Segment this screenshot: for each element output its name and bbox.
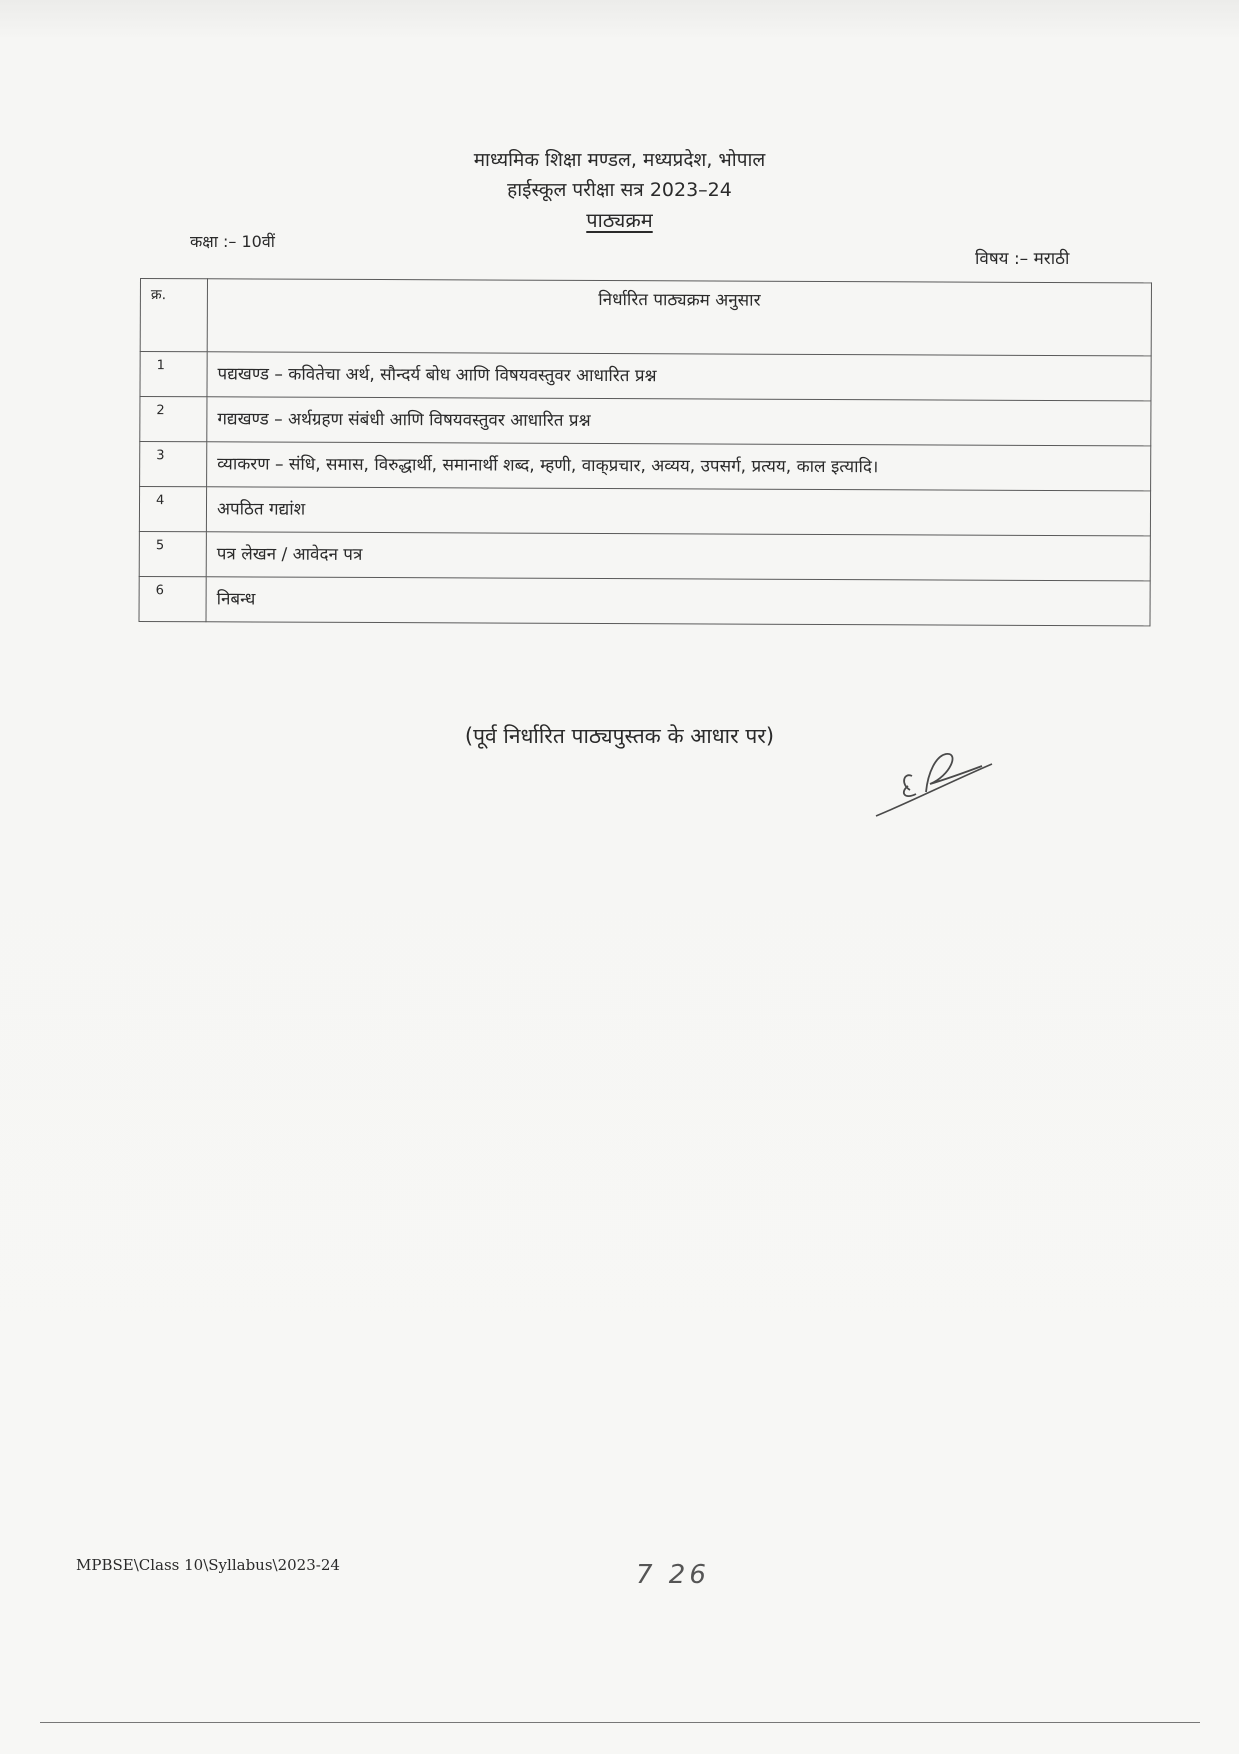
row-serial: 2	[140, 397, 207, 442]
column-header-serial: क्र.	[140, 279, 207, 352]
row-serial: 3	[140, 442, 207, 487]
syllabus-table	[138, 278, 1151, 626]
table-header-row	[140, 279, 1151, 356]
table-row	[139, 487, 1150, 536]
row-content: पत्र लेखन / आवेदन पत्र	[206, 532, 1150, 581]
row-serial: 5	[139, 531, 206, 576]
bottom-rule	[40, 1722, 1200, 1723]
table-row	[140, 442, 1151, 491]
table-row	[140, 397, 1151, 446]
table-row	[139, 576, 1150, 625]
class-label: कक्षा :– 10वीं	[190, 232, 275, 251]
document-title	[0, 206, 1239, 233]
row-content: पद्यखण्ड – कवितेचा अर्थ, सौन्दर्य बोध आणि विषयवस्तुवर आधारित प्रश्न	[207, 352, 1151, 401]
row-serial: 1	[140, 352, 207, 397]
table-row	[140, 352, 1151, 401]
document-title-text: पाठ्यक्रम	[586, 208, 653, 232]
signature-icon	[870, 742, 1000, 822]
exam-session: हाईस्कूल परीक्षा सत्र 2023–24	[507, 179, 732, 201]
column-header-content: निर्धारित पाठ्यक्रम अनुसार	[207, 279, 1151, 356]
page-number: 7 26	[636, 1560, 710, 1590]
row-serial: 6	[139, 576, 206, 621]
board-name: माध्यमिक शिक्षा मण्डल, मध्यप्रदेश, भोपाल	[473, 149, 766, 171]
textbook-note: (पूर्व निर्धारित पाठ्यपुस्तक के आधार पर)	[464, 724, 775, 748]
row-serial: 4	[139, 487, 206, 532]
row-content: अपठित गद्यांश	[206, 487, 1150, 536]
file-path: MPBSE\Class 10\Syllabus\2023-24	[76, 1556, 340, 1574]
row-content: गद्यखण्ड – अर्थग्रहण संबंधी आणि विषयवस्तुवर आधारित प्रश्न	[207, 397, 1151, 446]
row-content: निबन्ध	[206, 577, 1150, 626]
subject-label: विषय :– मराठी	[975, 249, 1070, 269]
row-content: व्याकरण – संधि, समास, विरुद्धार्थी, समानार्थी शब्द, म्हणी, वाक्‌प्रचार, अव्यय, उपसर्ग, प्रत्यय, काल इत्यादि।	[207, 442, 1151, 491]
table-row	[139, 531, 1150, 580]
